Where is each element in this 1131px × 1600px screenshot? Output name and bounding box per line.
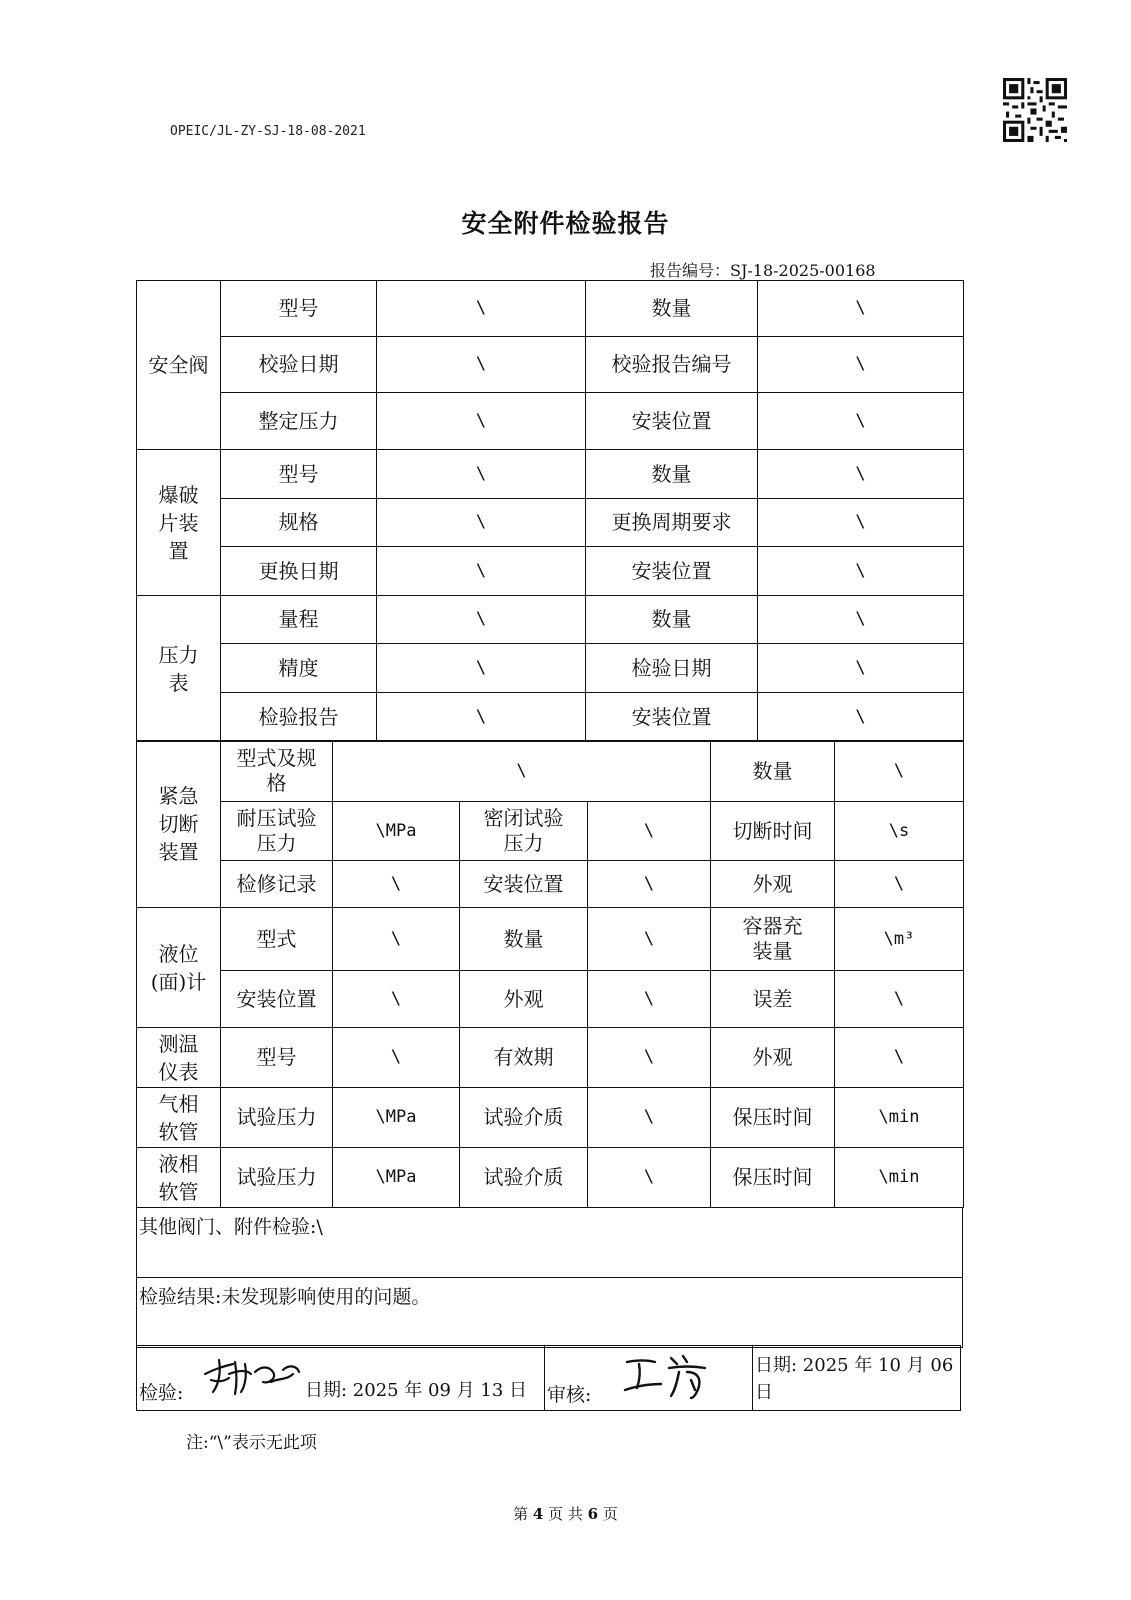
field-label [460,908,711,971]
field-label: 数量 [460,908,588,970]
other-accessories-text: 其他阀门、附件检验:\ [139,1216,323,1239]
field-label: 试验压力 [221,1148,333,1208]
inspection-table [136,280,963,1348]
field-label: 型号 [221,281,377,337]
reviewer-date-cell [753,1346,962,1410]
field-value: \ [835,971,964,1028]
field-value: \ [333,741,711,802]
table-row [137,802,964,861]
field-value: \s [835,802,964,861]
table-row [137,337,964,393]
table-row [137,971,964,1028]
table-row [137,644,964,693]
table-lower [136,740,964,1208]
label-text: 密闭试验压力 [483,806,564,856]
reviewer-signature [621,1350,725,1402]
inspector-label: 检验: [139,1382,184,1404]
page-number [0,1503,1131,1524]
group-pressure-gauge [137,596,221,742]
field-label [460,802,711,861]
field-value: \ [333,861,460,908]
table-row [137,861,964,908]
field-label: 型号 [221,450,377,499]
page-prefix: 第 [513,1505,529,1523]
table-row [137,1148,964,1208]
field-value: \MPa [333,802,460,861]
page-middle: 页 共 [548,1505,583,1523]
field-value: \ [643,1107,655,1128]
table-row [137,281,964,337]
field-label: 量程 [221,596,377,644]
field-label [460,1148,711,1208]
field-label: 切断时间 [711,802,835,861]
field-label: 外观 [460,971,588,1027]
page-total: 6 [587,1505,599,1523]
field-value: \ [758,337,964,393]
field-label: 误差 [711,971,835,1028]
table-row [137,1028,964,1088]
field-value: \ [643,928,655,949]
field-value: \ [758,644,964,693]
field-label: 安装位置 [460,861,588,907]
field-value: \ [333,1028,460,1088]
field-value: \ [835,861,964,908]
field-label [711,908,835,971]
field-label: 外观 [711,861,835,908]
group-emergency-cutoff [137,741,221,908]
field-label: 数量 [586,281,758,337]
watermark [286,177,302,202]
field-value: \ [377,693,586,742]
table-row [137,741,964,802]
group-thermometer [137,1028,221,1088]
field-label: 安装位置 [586,393,758,450]
group-label: 紧急切断装置 [158,784,199,865]
field-value: \ [758,693,964,742]
field-value: \ [377,596,586,644]
field-value: \ [758,450,964,499]
field-label: 检修记录 [221,861,333,908]
field-label: 外观 [711,1028,835,1088]
field-value: \ [758,547,964,596]
field-label: 更换日期 [221,547,377,596]
group-label: 液位(面)计 [150,941,207,994]
field-label: 安装位置 [586,693,758,742]
reviewer-cell [545,1346,753,1410]
field-value: \min [835,1088,964,1148]
field-value: \ [835,1028,964,1088]
field-label [460,1028,711,1088]
qr-code-icon [1003,78,1067,142]
field-label [460,971,711,1028]
field-value: \min [835,1148,964,1208]
field-value: \ [333,908,460,971]
table-row [137,547,964,596]
group-label: 气相软管 [158,1091,199,1144]
field-value: \ [377,450,586,499]
inspector-cell [137,1346,545,1410]
field-label: 数量 [586,450,758,499]
table-row [137,908,964,971]
reviewer-date: 日期: 2025 年 10 月 06 日 [755,1355,954,1403]
field-label: 型式 [221,908,333,971]
page-current: 4 [532,1505,544,1523]
signoff-row [136,1345,961,1411]
field-label: 试验介质 [460,1088,588,1147]
table-row [137,693,964,742]
field-value: \ [377,644,586,693]
group-safety-valve: 安全阀 [137,281,221,450]
field-label: 安装位置 [586,547,758,596]
field-value: \MPa [333,1088,460,1148]
field-label: 试验压力 [221,1088,333,1148]
field-label: 保压时间 [711,1148,835,1208]
inspection-result-text: 检验结果:未发现影响使用的问题。 [139,1286,431,1309]
document-code: OPEIC/JL-ZY-SJ-18-08-2021 [170,124,366,139]
field-label: 检验报告 [221,693,377,742]
label-text: 耐压试验压力 [236,805,317,855]
other-accessories-check [136,1208,963,1278]
group-level-gauge [137,908,221,1028]
field-label: 规格 [221,499,377,547]
group-liquid-hose [137,1148,221,1208]
field-label: 数量 [711,741,835,802]
field-label: 校验报告编号 [586,337,758,393]
inspector-date: 日期: 2025 年 09 月 13 日 [305,1380,528,1401]
field-value: \ [643,1047,655,1068]
field-label: 数量 [586,596,758,644]
field-value: \ [377,281,586,337]
field-value: \ [758,499,964,547]
field-value: \ [758,281,964,337]
field-label: 更换周期要求 [586,499,758,547]
field-label [221,741,333,802]
label-text: 型式及规格 [236,745,317,795]
footnote: 注:“\”表示无此项 [186,1433,317,1453]
group-gas-hose [137,1088,221,1148]
field-value: \ [377,337,586,393]
table-row [137,596,964,644]
field-value: \ [643,820,655,841]
group-label: 压力表 [158,642,199,695]
field-label: 试验介质 [460,1148,588,1207]
field-label: 整定压力 [221,393,377,450]
field-label [221,802,333,861]
field-label: 检验日期 [586,644,758,693]
field-value: \ [835,741,964,802]
group-label: 液相软管 [158,1151,199,1204]
table-row [137,393,964,450]
field-label: 有效期 [460,1028,588,1087]
group-label: 测温仪表 [158,1031,199,1084]
report-number: 报告编号：SJ-18-2025-00168 [650,261,876,280]
group-burst-disc [137,450,221,596]
table-row [137,499,964,547]
field-value: \ [758,393,964,450]
reviewer-label: 审核: [547,1384,592,1406]
field-label: 校验日期 [221,337,377,393]
field-label: 精度 [221,644,377,693]
field-label: 保压时间 [711,1088,835,1148]
field-value: \ [377,547,586,596]
field-value: \MPa [333,1148,460,1208]
table-upper [136,280,964,742]
field-label [460,861,711,908]
field-value: \ [333,971,460,1028]
table-row [137,1088,964,1148]
field-label [460,1088,711,1148]
inspector-signature [199,1352,307,1398]
field-value: \ [377,393,586,450]
field-label: 型号 [221,1028,333,1088]
field-value: \ [758,596,964,644]
field-label: 安装位置 [221,971,333,1028]
field-value: \ [643,988,655,1009]
label-text: 容器充装量 [742,913,803,963]
group-label: 爆破片装置 [158,482,199,563]
field-value: \ [643,873,655,894]
page-suffix: 页 [602,1505,618,1523]
field-value: \ [643,1167,655,1188]
report-title: 安全附件检验报告 [461,209,670,238]
field-value: \ [377,499,586,547]
inspection-result [136,1278,963,1348]
field-value: \m³ [835,908,964,971]
table-row [137,450,964,499]
